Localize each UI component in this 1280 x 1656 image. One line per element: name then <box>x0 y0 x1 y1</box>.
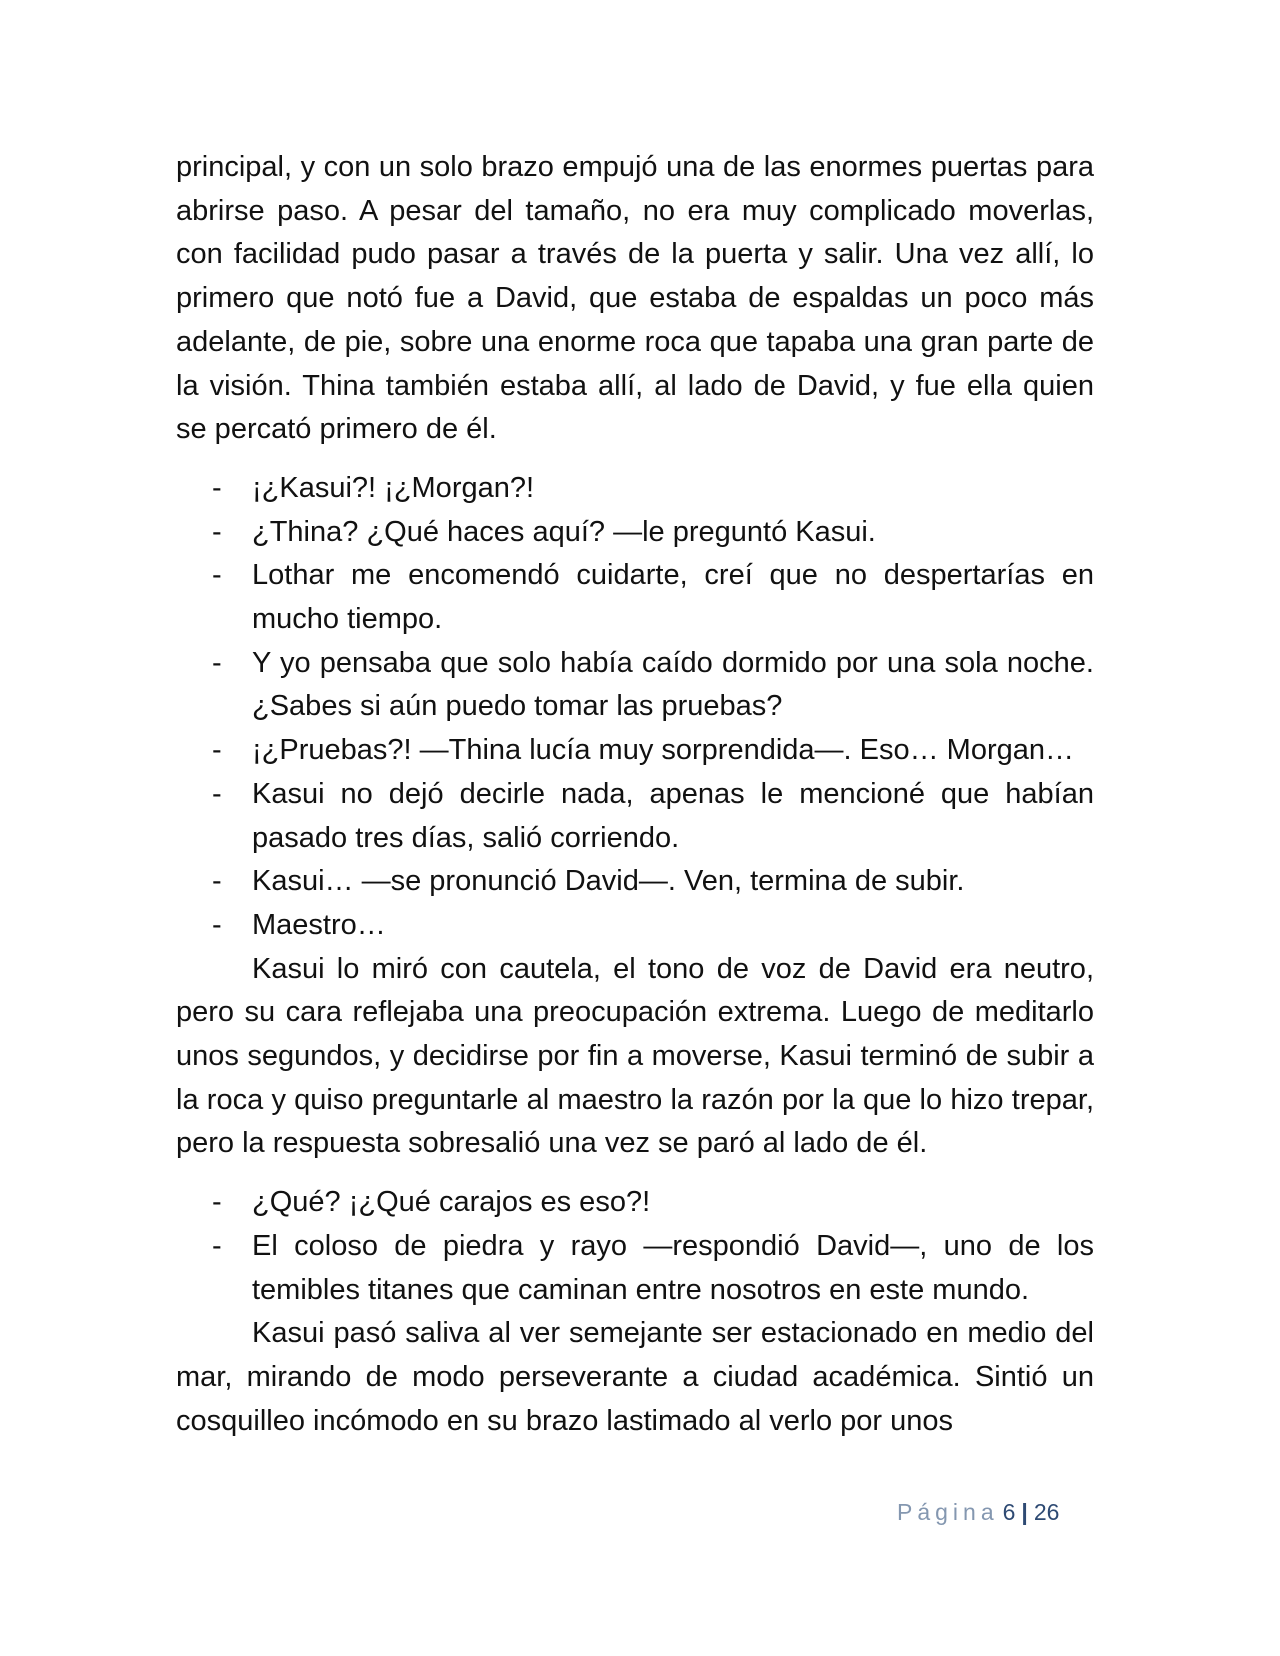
dialogue-dash: - <box>212 865 222 898</box>
paragraph-gap <box>176 452 1094 467</box>
dialogue-list-2 <box>176 1181 1094 1312</box>
dialogue-dash: - <box>212 471 222 504</box>
dialogue-line <box>176 467 1094 511</box>
dialogue-text: El coloso de piedra y rayo —respondió David—, uno de los temibles titanes que caminan entre nosotros en este mundo. <box>252 1229 1094 1306</box>
dialogue-line <box>176 554 1094 641</box>
dialogue-dash: - <box>212 646 222 679</box>
dialogue-line <box>176 642 1094 729</box>
page-label: Página <box>897 1499 999 1525</box>
dialogue-text: ¿Qué? ¡¿Qué carajos es eso?! <box>252 1186 651 1219</box>
dialogue-list-1 <box>176 467 1094 948</box>
dialogue-dash: - <box>212 734 222 767</box>
dialogue-text: Lothar me encomendó cuidarte, creí que no despertarías en mucho tiempo. <box>252 559 1094 636</box>
dialogue-text: ¡¿Pruebas?! —Thina lucía muy sorprendida—. Eso… Morgan… <box>252 734 1075 767</box>
dialogue-line <box>176 511 1094 555</box>
dialogue-text: ¿Thina? ¿Qué haces aquí? —le preguntó Kasui. <box>252 515 876 548</box>
page-total: 26 <box>1033 1499 1060 1525</box>
dialogue-line <box>176 1225 1094 1312</box>
page-number-footer <box>897 1497 1059 1527</box>
dialogue-dash: - <box>212 515 222 548</box>
dialogue-line <box>176 860 1094 904</box>
dialogue-line <box>176 729 1094 773</box>
paragraph-1: principal, y con un solo brazo empujó una de las enormes puertas para abrirse paso. A pesar del tamaño, no era muy complicado moverlas, con facilidad pudo pasar a través de la puerta y salir. Una vez allí, lo primero que notó fue a David, que estaba de espaldas un poco más adelante, de pie, sobre una enorme roca que tapaba una gran parte de la visión. Thina también estaba allí, al lado de David, y fue ella quien se percató primero de él. <box>176 151 1094 446</box>
page-number: 6 <box>1002 1499 1016 1525</box>
dialogue-dash: - <box>212 908 222 941</box>
dialogue-line <box>176 904 1094 948</box>
dialogue-dash: - <box>212 1186 222 1219</box>
paragraph-gap <box>176 1166 1094 1181</box>
dialogue-text: Kasui no dejó decirle nada, apenas le mencioné que habían pasado tres días, salió corriendo. <box>252 777 1094 854</box>
dialogue-line <box>176 773 1094 860</box>
dialogue-dash: - <box>212 777 222 810</box>
paragraph-3: Kasui pasó saliva al ver semejante ser estacionado en medio del mar, mirando de modo perseverante a ciudad académica. Sintió un cosquilleo incómodo en su brazo lastimado al verlo por unos <box>176 1317 1094 1437</box>
dialogue-dash: - <box>212 559 222 592</box>
dialogue-text: ¡¿Kasui?! ¡¿Morgan?! <box>252 471 535 504</box>
paragraph-2: Kasui lo miró con cautela, el tono de voz de David era neutro, pero su cara reflejaba una preocupación extrema. Luego de meditarlo unos segundos, y decidirse por fin a moverse, Kasui terminó de subir a la roca y quiso preguntarle al maestro la razón por la que lo hizo trepar, pero la respuesta sobresalió una vez se paró al lado de él. <box>176 952 1094 1160</box>
page-separator: | <box>1021 1499 1028 1525</box>
page-body <box>176 146 1094 1443</box>
dialogue-text: Maestro… <box>252 908 386 941</box>
dialogue-text: Y yo pensaba que solo había caído dormido por una sola noche. ¿Sabes si aún puedo tomar las pruebas? <box>252 646 1094 723</box>
dialogue-text: Kasui… —se pronunció David—. Ven, termina de subir. <box>252 865 965 898</box>
dialogue-line <box>176 1181 1094 1225</box>
dialogue-dash: - <box>212 1229 222 1262</box>
